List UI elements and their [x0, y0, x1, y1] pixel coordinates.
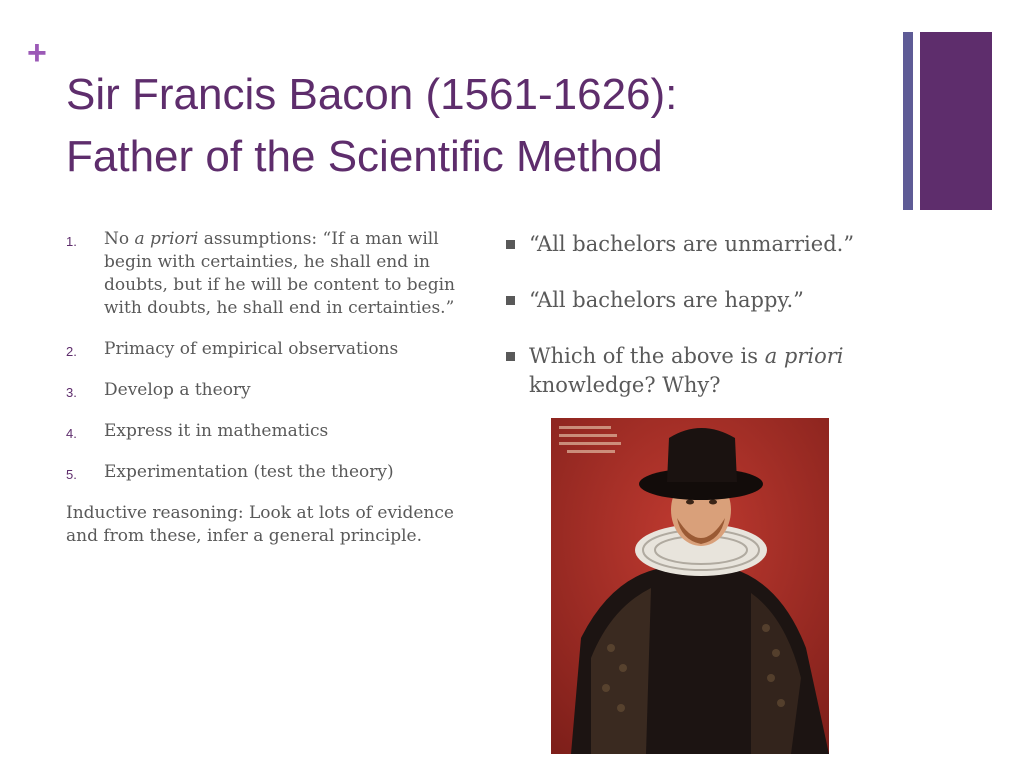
- left-column: [66, 228, 456, 565]
- bullet-item: [506, 342, 926, 400]
- bullet-item: [506, 230, 926, 259]
- list-text: Primacy of empirical observations: [104, 339, 399, 359]
- list-number: 2.: [66, 344, 77, 359]
- title-line-1: Sir Francis Bacon (1561-1626):: [66, 70, 678, 119]
- list-item: [66, 228, 456, 320]
- bullet-text-post: knowledge? Why?: [529, 373, 721, 397]
- list-item: [66, 379, 456, 402]
- list-item: [66, 461, 456, 484]
- bullet-text-pre: Which of the above is: [529, 344, 765, 368]
- list-item: [66, 420, 456, 443]
- right-column: [506, 230, 926, 427]
- bullet-text: “All bachelors are unmarried.”: [529, 232, 855, 256]
- bullet-item: [506, 286, 926, 315]
- list-number: 3.: [66, 385, 77, 400]
- list-number: 5.: [66, 467, 77, 482]
- bullet-text: “All bachelors are happy.”: [529, 288, 804, 312]
- numbered-list: [66, 228, 456, 484]
- list-text-emphasis: a priori: [134, 229, 199, 249]
- bacon-portrait-image: [551, 418, 829, 754]
- bullet-text-emphasis: a priori: [764, 344, 844, 368]
- decorative-bar-thick: [920, 32, 992, 210]
- list-text: Express it in mathematics: [104, 421, 329, 441]
- list-text-post: assumptions: “If a man will begin with certainties, he shall end in doubts, but if he will be content to begin with doubts, he shall end in certainties.”: [104, 229, 455, 318]
- inductive-reasoning-text: Inductive reasoning: Look at lots of evidence and from these, infer a general principle.: [66, 503, 454, 546]
- list-number: 4.: [66, 426, 77, 441]
- list-text-pre: No: [104, 229, 135, 249]
- list-text: Develop a theory: [104, 380, 251, 400]
- square-bullet-icon: [506, 296, 515, 305]
- plus-icon: +: [27, 34, 47, 72]
- title-line-2: Father of the Scientific Method: [66, 132, 663, 181]
- list-item: [66, 338, 456, 361]
- list-number: 1.: [66, 234, 77, 249]
- decorative-bar-thin: [903, 32, 913, 210]
- slide-title: [66, 64, 886, 188]
- bullet-list: [506, 230, 926, 400]
- square-bullet-icon: [506, 240, 515, 249]
- square-bullet-icon: [506, 352, 515, 361]
- list-text: Experimentation (test the theory): [104, 462, 394, 482]
